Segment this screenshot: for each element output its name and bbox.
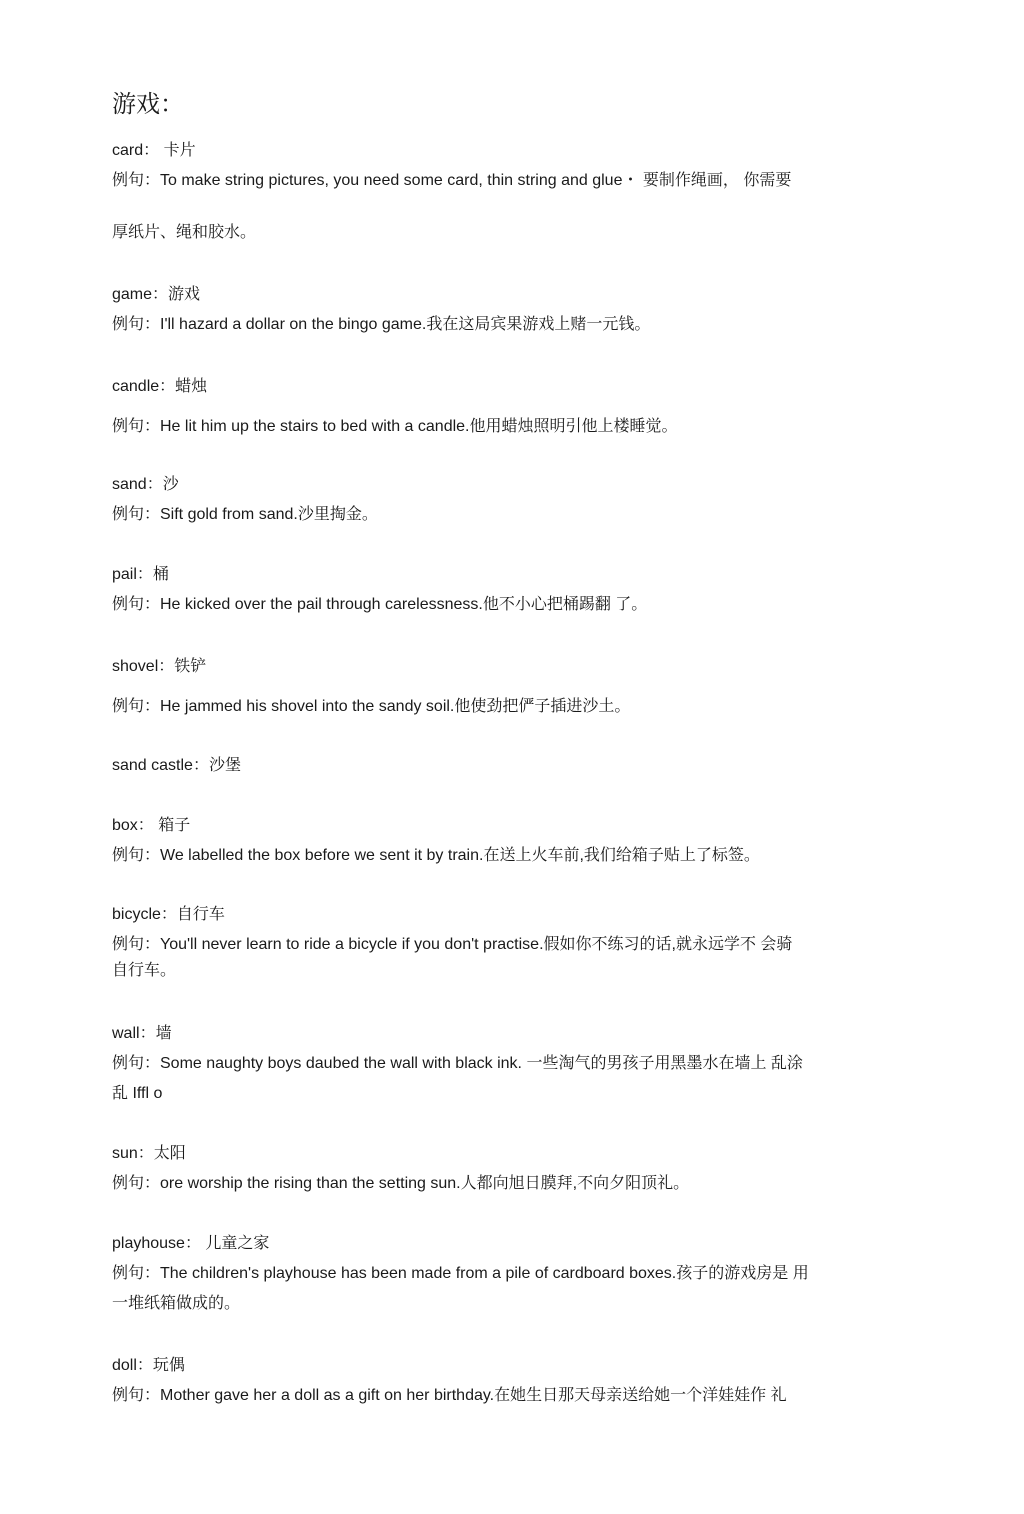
vocab-entry-box — [112, 813, 760, 869]
example-translation-continued: 厚纸片、绳和胶水。 — [112, 224, 257, 241]
example-translation-continued: 乱 Iffl o — [112, 1085, 163, 1102]
word-line: game：游戏 — [112, 286, 201, 303]
word-line: card： 卡片 — [112, 142, 196, 159]
vocab-entry-candle — [112, 374, 678, 440]
vocab-entry-shovel — [112, 654, 630, 720]
example-sentence: 例句：Sift gold from sand.沙里掏金。 — [112, 506, 378, 523]
word-line: playhouse： 儿童之家 — [112, 1235, 270, 1252]
example-translation-continued: 自行车。 — [112, 962, 177, 979]
vocab-entry-card — [112, 138, 791, 246]
example-sentence: 例句：You'll never learn to ride a bicycle if you don't practise.假如你不练习的话,就永远学不 会骑 — [112, 936, 793, 953]
vocab-entry-doll — [112, 1353, 787, 1409]
example-sentence: 例句：I'll hazard a dollar on the bingo game.我在这局宾果游戏上赌一元钱。 — [112, 316, 651, 333]
vocab-entry-wall — [112, 1021, 803, 1107]
example-sentence: 例句：He kicked over the pail through carelessness.他不小心把桶踢翻 了。 — [112, 596, 648, 613]
vocab-entry-game — [112, 282, 650, 338]
vocab-entry-bicycle — [112, 902, 792, 984]
example-sentence: 例句：He lit him up the stairs to bed with a candle.他用蜡烛照明引他上楼睡觉。 — [112, 418, 678, 435]
word-line: sand：沙 — [112, 476, 179, 493]
word-line: doll：玩偶 — [112, 1357, 185, 1374]
example-sentence: 例句：To make string pictures, you need some card, thin string and glue・ 要制作绳画， 你需要 — [112, 172, 792, 189]
word-line: candle：蜡烛 — [112, 378, 208, 395]
vocab-entry-sand — [112, 472, 378, 528]
vocab-entry-pail — [112, 562, 647, 618]
word-line: box： 箱子 — [112, 817, 191, 834]
vocab-entry-sun — [112, 1141, 689, 1197]
document-page — [112, 86, 912, 1404]
word-line: bicycle：自行车 — [112, 906, 225, 923]
example-sentence: 例句：Some naughty boys daubed the wall with black ink. 一些淘气的男孩子用黑墨水在墙上 乱涂 — [112, 1055, 803, 1072]
word-line: sun：太阳 — [112, 1145, 186, 1162]
example-sentence: 例句：We labelled the box before we sent it by train.在送上火车前,我们给箱子贴上了标签。 — [112, 847, 760, 864]
page-title: 游戏： — [112, 90, 184, 118]
example-sentence: 例句：Mother gave her a doll as a gift on her birthday.在她生日那天母亲送给她一个洋娃娃作 礼 — [112, 1387, 787, 1404]
vocab-entry-sand-castle — [112, 753, 241, 779]
example-translation-continued: 一堆纸箱做成的。 — [112, 1295, 241, 1312]
word-line: shovel：铁铲 — [112, 658, 207, 675]
word-line: sand castle：沙堡 — [112, 757, 241, 774]
word-line: wall：墙 — [112, 1025, 172, 1042]
vocab-entry-playhouse — [112, 1231, 809, 1317]
example-sentence: 例句：He jammed his shovel into the sandy soil.他使劲把俨子插进沙土。 — [112, 698, 631, 715]
word-line: pail：桶 — [112, 566, 169, 583]
example-sentence: 例句：ore worship the rising than the setting sun.人都向旭日膜拜,不向夕阳顶礼。 — [112, 1175, 690, 1192]
example-sentence: 例句：The children's playhouse has been made from a pile of cardboard boxes.孩子的游戏房是 用 — [112, 1265, 809, 1282]
